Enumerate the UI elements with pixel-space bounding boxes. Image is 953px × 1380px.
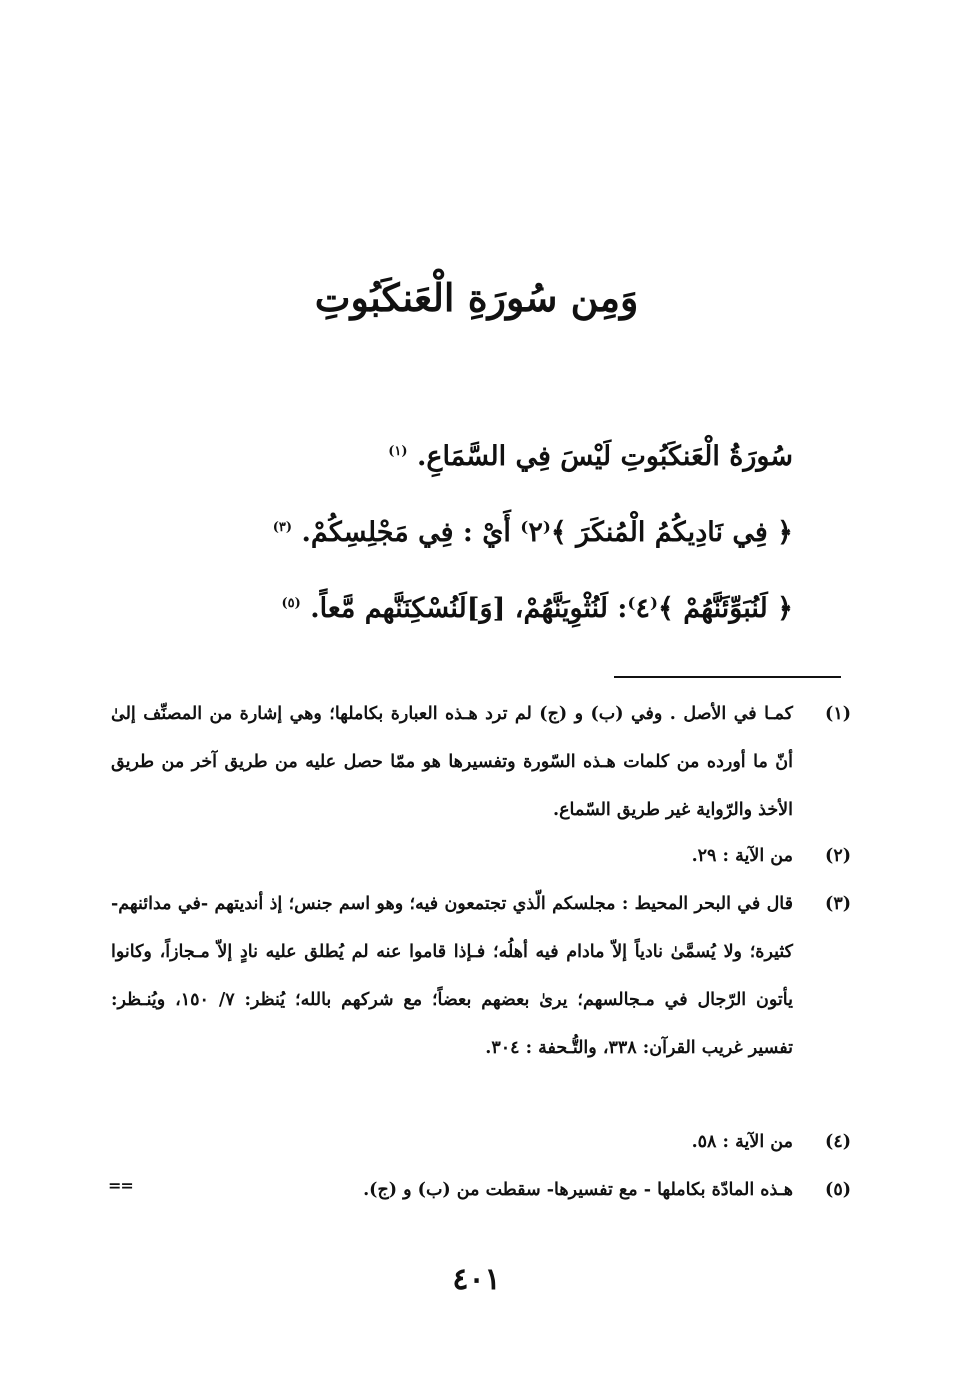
footnote-number: (٤) [825,1132,851,1152]
footnote-number: (٥) [825,1180,851,1200]
footnote-ref-5: (٥) [281,596,301,611]
footnote-number: (٣) [825,894,851,914]
footnote-ref-1: (١) [388,444,408,459]
main-text-line-1-text: سُورَةُ الْعَنكَبُوتِ لَيْسَ فِي السَّمَاعِ. [416,441,793,472]
main-text-line-2 [273,508,793,558]
footnote-3 [111,880,851,1072]
footnote-number: (٢) [825,846,851,866]
footnote-2 [111,832,851,880]
footnote-text: هـذه المادّة بكاملها - مع تفسيرها- سقطت من (ب) و (ج). [363,1180,793,1200]
page-number: ٤٠١ [452,1262,501,1297]
main-text-line-1 [388,432,793,482]
footnote-text: كمـا في الأصل . وفي (ب) و (ج) لم ترد هـذه العبارة بكاملها؛ وهي إشارة من المصنِّف إلىٰ أنّ ما أورده من كلمات هـذه السّورة وتفسيرها هو ممّا حصل عليه من طريق آخر من طريق الأخذ والرّواية غير طريق السّماع. [111,704,793,820]
footnote-ref-3: (٣) [272,520,293,535]
surah-heading: وَمِن سُورَةِ الْعَنكَبُوتِ [314,275,639,320]
footnote-5 [111,1166,851,1214]
footnote-text: قال في البحر المحيط : مجلسكم الّذي تجتمعون فيه؛ وهو اسم جنس؛ إذ أنديتهم -في مدائنهم- كثيرة؛ ولا يُسمَّىٰ نادياً إلاّ مادام فيه أهلُه؛ فـإذا قاموا عنه لم يُطلق عليه نادٍ إلاّ مـجازاً، وكانوا يأتون الرّجال في مـجالسهم؛ يرىٰ بعضهم بعضاً؛ مع شركهم بالله؛ يُنظر: ٧/ ١٥٠، ويُنـظر: تفسير غريب القرآن: ٣٣٨، والتُّـحفة : ٣٠٤. [111,894,793,1058]
main-text-line-3-text: ﴿ لَنُبَوِّئَنَّهُمْ ﴾⁽٤⁾: لَنُثْوِيَنَّهُمْ، [وَ]لَنُسْكِنَنَّهم مَّعاً. [310,593,793,624]
main-text-line-2-text: ﴿ فِي نَادِيكُمُ الْمُنكَرَ ﴾⁽٢⁾ أَيْ : فِي مَجْلِسِكُمْ. [301,517,793,548]
footnote-separator [614,676,841,678]
footnote-number: (١) [825,704,851,724]
footnote-4 [111,1118,851,1166]
footnote-text: من الآية : ٢٩. [691,846,793,866]
footnote-1 [111,690,851,834]
footnote-text: من الآية : ٥٨. [691,1132,793,1152]
margin-continuation-mark: == [108,1176,133,1195]
main-text-line-3 [281,584,793,634]
